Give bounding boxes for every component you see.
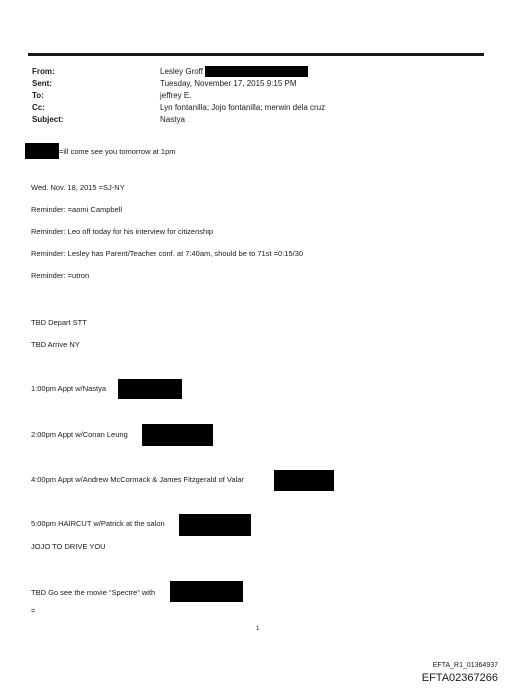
appt-1: 1:00pm Appt w/Nastya xyxy=(31,384,107,393)
from-label: From: xyxy=(32,67,55,76)
to-label: To: xyxy=(32,91,44,100)
from-value: Lesley Groff xyxy=(160,67,203,76)
header-rule xyxy=(28,53,484,56)
sent-label: Sent: xyxy=(32,79,52,88)
redaction-appt-2 xyxy=(142,424,213,446)
movie-line: TBD Go see the movie “Spectre” with xyxy=(31,588,156,597)
redaction-appt-4 xyxy=(179,514,251,536)
appt-3: 4:00pm Appt w/Andrew McCormack & James Fitzgerald of Valar xyxy=(31,475,244,484)
date-line: Wed. Nov. 18, 2015 =SJ-NY xyxy=(31,183,125,192)
to-value: jeffrey E. xyxy=(160,91,192,100)
reminder-3: Reminder: Lesley has Parent/Teacher conf. at 7:40am, should be to 71st =0:15/30 xyxy=(31,249,304,258)
reminder-1: Reminder: =aomi Campbell xyxy=(31,205,123,214)
opening-line: =ill come see you tomorrow at 1pm xyxy=(59,147,176,156)
reference-code-2: EFTA02367266 xyxy=(421,672,498,684)
jojo-line: JOJO TO DRIVE YOU xyxy=(31,542,106,551)
redaction-movie xyxy=(170,581,243,602)
reference-code-1: EFTA_R1_01364937 xyxy=(432,662,498,669)
redaction-from xyxy=(205,66,308,77)
depart-line: TBD Depart STT xyxy=(31,318,87,327)
arrive-line: TBD Arrive NY xyxy=(31,340,80,349)
appt-2: 2:00pm Appt w/Conan Leung xyxy=(31,430,128,439)
redaction-appt-1 xyxy=(118,379,182,399)
appt-4: 5:00pm HAIRCUT w/Patrick at the salon xyxy=(31,519,165,528)
end-marker: = xyxy=(31,606,36,615)
reminder-4: Reminder: =utron xyxy=(31,271,90,280)
cc-value: Lyn fontanilla; Jojo fontanilla; merwin dela cruz xyxy=(160,103,326,112)
redaction-appt-3 xyxy=(274,470,334,491)
subject-label: Subject: xyxy=(32,115,64,124)
reminder-2: Reminder: Leo off today for his interview for citizenship xyxy=(31,227,214,236)
page-number: 1 xyxy=(256,626,260,632)
redaction-opening xyxy=(25,143,59,159)
subject-value: Nastya xyxy=(160,115,185,124)
cc-label: Cc: xyxy=(32,103,45,112)
sent-value: Tuesday, November 17, 2015 9:15 PM xyxy=(160,79,297,88)
